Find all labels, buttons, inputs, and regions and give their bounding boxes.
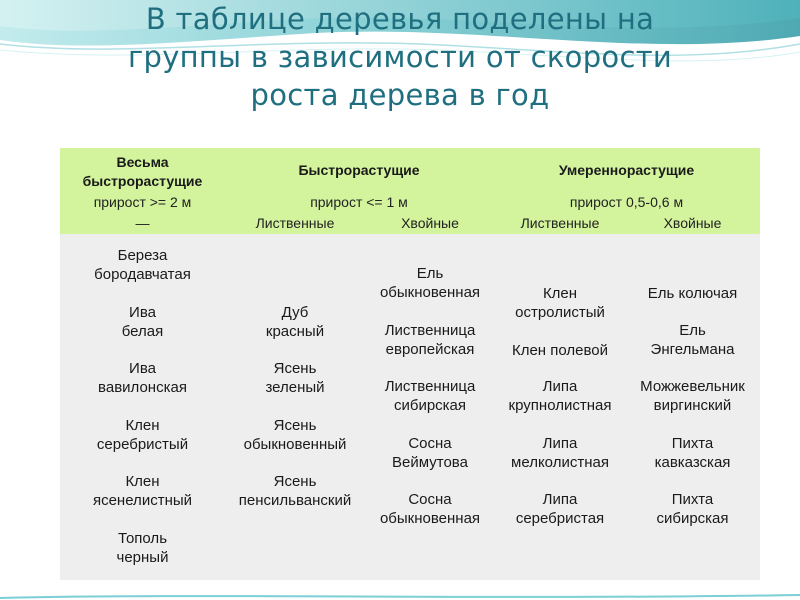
- tree-item: Липа мелколистная: [511, 435, 609, 471]
- tree-item: Тополь черный: [116, 530, 169, 566]
- tree-item: Ясень зеленый: [265, 360, 325, 396]
- header-fast: Быстрорастущие: [298, 162, 420, 178]
- growth-very-fast: прирост >= 2 м: [93, 194, 192, 210]
- header-very-fast: Весьма быстрорастущие: [82, 154, 203, 189]
- header-moderate: Умереннорастущие: [558, 162, 695, 178]
- tree-item: Дуб красный: [265, 304, 325, 340]
- title-line-1: В таблице деревья поделены на: [145, 2, 655, 36]
- tree-item: Клен ясенелистный: [92, 473, 193, 509]
- title-line-3: роста дерева в год: [250, 78, 550, 112]
- tree-item: Клен серебристый: [96, 417, 189, 453]
- tree-item: Ель Энгельмана: [650, 322, 735, 358]
- tree-item: Ясень обыкновенный: [243, 417, 347, 453]
- tree-item: Лиственница европейская: [384, 322, 476, 358]
- growth-fast: прирост <= 1 м: [310, 194, 408, 210]
- tree-item: Сосна обыкновенная: [379, 491, 481, 527]
- subtype-fast-conifer: Хвойные: [401, 215, 459, 231]
- tree-item: Клен остролистый: [515, 285, 605, 321]
- decorative-bottom-line: [0, 592, 800, 600]
- tree-item: Ива вавилонская: [98, 360, 187, 396]
- tree-item: Береза бородавчатая: [94, 247, 191, 283]
- tree-item: Липа серебристая: [515, 491, 605, 527]
- tree-item: Пихта кавказская: [654, 435, 731, 471]
- growth-moderate: прирост 0,5-0,6 м: [569, 194, 684, 210]
- tree-item: Можжевельник виргинский: [640, 378, 745, 414]
- tree-groups-table: [60, 148, 760, 580]
- tree-item: Ель колючая: [647, 285, 738, 302]
- tree-item: Ива белая: [121, 304, 164, 340]
- tree-item: Ясень пенсильванский: [238, 473, 352, 509]
- subtype-moderate-conifer: Хвойные: [663, 215, 722, 231]
- tree-item: Пихта сибирская: [656, 491, 729, 527]
- tree-item: Липа крупнолистная: [508, 378, 612, 414]
- tree-item: Клен полевой: [511, 342, 609, 359]
- subtype-very-fast: —: [135, 215, 150, 231]
- subtype-moderate-deciduous: Лиственные: [520, 215, 600, 231]
- subtype-fast-deciduous: Лиственные: [255, 215, 335, 231]
- title-line-2: группы в зависимости от скорости: [127, 40, 673, 74]
- tree-item: Лиственница сибирская: [384, 378, 476, 414]
- tree-item: Ель обыкновенная: [379, 265, 481, 301]
- slide-title: [20, 0, 780, 114]
- tree-item: Сосна Веймутова: [392, 435, 468, 471]
